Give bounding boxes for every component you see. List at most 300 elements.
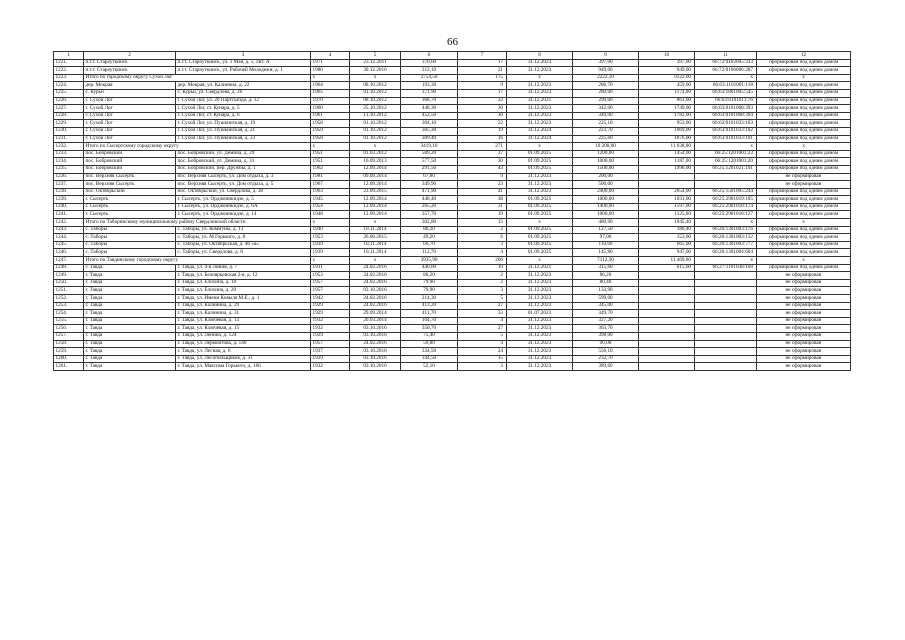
table-cell: сформирован под одним домом	[757, 82, 851, 90]
table-cell: 12.09.2014	[350, 165, 401, 173]
table-cell: 265,20	[401, 203, 458, 211]
table-cell: г. Тавда, ул. Ключевая, д. 13	[176, 317, 311, 325]
table-cell: 31.12.2023	[507, 287, 573, 295]
table-cell: дер. Мокрая	[84, 82, 176, 90]
table-cell: 24.02.2016	[350, 295, 401, 303]
table-cell: 86,20	[573, 272, 639, 280]
table-row	[54, 120, 851, 128]
table-cell	[695, 340, 757, 348]
table-cell: 31.12.2023	[507, 181, 573, 189]
table-cell: г. Тавда	[84, 332, 176, 340]
table-cell: 1251.	[54, 287, 84, 295]
table-cell: г. Сухой Лог, ст. Кунара, д. 6	[176, 112, 311, 120]
table-cell: 31.12.2023	[507, 188, 573, 196]
table-cell: пос. Октябрьский	[84, 188, 176, 196]
table-cell: 32	[458, 97, 507, 105]
table-cell: 104,70	[401, 317, 458, 325]
table-cell: пос. Бобровский	[84, 158, 176, 166]
table-cell: 1971	[311, 59, 350, 67]
table-cell: 363,70	[573, 325, 639, 333]
table-cell: 86,20	[401, 272, 458, 280]
table-cell: 21	[458, 67, 507, 75]
table-cell	[695, 325, 757, 333]
table-cell: 01.09.2025	[507, 241, 573, 249]
table-cell: 09.09.2014	[350, 173, 401, 181]
table-cell: 1224.	[54, 82, 84, 90]
table-cell: г. Тавда	[84, 310, 176, 318]
table-cell: 31.12.2023	[507, 120, 573, 128]
table-cell: x	[350, 74, 401, 82]
table-cell: 03.10.2016	[350, 325, 401, 333]
table-cell: 1958	[311, 135, 350, 143]
table-row	[54, 317, 851, 325]
table-cell: 1937	[311, 348, 350, 356]
table-cell: 599,00	[573, 295, 639, 303]
table-cell: 1236.	[54, 173, 84, 181]
table-row	[54, 249, 851, 257]
table-cell: 01.09.2025	[507, 211, 573, 219]
table-row	[54, 143, 851, 151]
table-cell: г. Тавда	[84, 340, 176, 348]
table-cell	[639, 295, 695, 303]
table-cell: 49,20	[401, 234, 458, 242]
table-cell: 66:63:0101068:393	[695, 105, 757, 113]
table-cell	[695, 173, 757, 181]
table-cell: 66:72:0106006:287	[695, 67, 757, 75]
table-cell: 110,60	[573, 241, 639, 249]
table-cell: сформирован под одним домом	[757, 89, 851, 97]
table-cell: 1965	[311, 89, 350, 97]
table-cell: 349,90	[401, 181, 458, 189]
column-header: 12	[757, 52, 851, 60]
table-cell: не сформирован	[757, 272, 851, 280]
table-cell: г. Тавда, ул. Максима Горького, д. 166	[176, 363, 311, 371]
table-cell: Итого по Таборинскому муниципальному району Свердловской области	[84, 219, 311, 227]
table-row	[54, 67, 851, 75]
table-cell: не сформирован	[757, 363, 851, 371]
table-cell: 31.12.2021	[507, 264, 573, 272]
table-cell: 280,00	[573, 89, 639, 97]
table-cell: 01.09.2025	[507, 150, 573, 158]
table-cell: сформирован под одним домом	[757, 150, 851, 158]
table-cell: сформирован под одним домом	[757, 59, 851, 67]
table-cell: 1500,00	[573, 165, 639, 173]
table-cell: 1200,00	[573, 150, 639, 158]
table-cell: 6	[458, 234, 507, 242]
table-cell: 175	[458, 74, 507, 82]
table-cell: 23.09.2015	[350, 188, 401, 196]
table-cell: г. Сухой Лог	[84, 97, 176, 105]
table-cell: 1962	[311, 165, 350, 173]
table-cell: 22	[458, 120, 507, 128]
table-cell: г. Тавда	[84, 348, 176, 356]
table-row	[54, 181, 851, 189]
table-cell	[639, 181, 695, 189]
table-row	[54, 105, 851, 113]
table-cell: 357,70	[401, 211, 458, 219]
table-cell	[695, 295, 757, 303]
table-cell: 11 469,60	[639, 257, 695, 265]
table-cell: 312,10	[401, 67, 458, 75]
table-cell: сформирован под одним домом	[757, 97, 851, 105]
table-cell: 01.09.2025	[507, 196, 573, 204]
table-cell: 1222.	[54, 67, 84, 75]
table-cell: 08.10.2012	[350, 82, 401, 90]
table-cell: г. Тавда, ул. Калинина, д. 29	[176, 302, 311, 310]
table-cell: 1227.	[54, 105, 84, 113]
table-cell: п.г.т. Староуткинск, ул. Рабочей Молодежи, д. 1	[176, 67, 311, 75]
table-row	[54, 112, 851, 120]
table-cell	[639, 310, 695, 318]
table-cell: 232,70	[573, 355, 639, 363]
table-cell: г. Тавда, ул. Лесная, д. 6	[176, 348, 311, 356]
table-cell: 1932	[311, 325, 350, 333]
table-cell: 66:63:0101033:102	[695, 127, 757, 135]
table-cell: 1261.	[54, 363, 84, 371]
table-cell: г. Тавда	[84, 287, 176, 295]
table-cell: 66:63:0101011:76	[695, 97, 757, 105]
table-cell: 31.12.2023	[507, 272, 573, 280]
table-cell: 17	[458, 89, 507, 97]
table-cell: 03.10.2016	[350, 287, 401, 295]
column-header: 8	[507, 52, 573, 60]
table-cell: 299,00	[573, 97, 639, 105]
table-cell: 286,70	[573, 82, 639, 90]
table-cell: 1963	[311, 188, 350, 196]
table-cell: 1250.	[54, 279, 84, 287]
table-cell: 193,30	[401, 82, 458, 90]
table-cell: 30	[458, 158, 507, 166]
table-cell: 1932	[311, 363, 350, 371]
table-cell: 20.03.2014	[350, 317, 401, 325]
table-cell: 1259.	[54, 348, 84, 356]
table-cell: сформирован под одним домом	[757, 241, 851, 249]
table-cell: г. Сысерть, ул. Орджоникидзе, д. 14	[176, 211, 311, 219]
table-cell: 1000,00	[573, 158, 639, 166]
table-cell: 01.09.2025	[507, 203, 573, 211]
table-cell	[639, 363, 695, 371]
table-cell: 66:63:0101033:103	[695, 120, 757, 128]
table-cell	[639, 355, 695, 363]
table-cell: 1241.	[54, 211, 84, 219]
table-cell: 75,40	[401, 332, 458, 340]
table-cell: 1990,00	[639, 165, 695, 173]
table-cell: 37	[458, 150, 507, 158]
table-cell: 1256.	[54, 325, 84, 333]
table-cell: 31.12.2023	[507, 89, 573, 97]
table-cell: 1953	[311, 272, 350, 280]
table-cell: 29.09.2014	[350, 310, 401, 318]
table-cell: 59,80	[401, 340, 458, 348]
table-cell: 1929	[311, 332, 350, 340]
table-cell: 79,90	[401, 287, 458, 295]
table-cell: 398,00	[573, 332, 639, 340]
table-cell: 2654,00	[639, 188, 695, 196]
register-table-wrapper	[53, 51, 850, 371]
table-cell: 43	[458, 165, 507, 173]
table-cell	[695, 355, 757, 363]
table-cell: 2	[458, 226, 507, 234]
table-cell: 24.02.2016	[350, 264, 401, 272]
table-cell: г. Тавда	[84, 325, 176, 333]
table-cell: 665,00	[639, 241, 695, 249]
table-cell: 66:72:0102005:333	[695, 59, 757, 67]
table-cell	[639, 340, 695, 348]
table-cell	[639, 173, 695, 181]
table-cell: с. Таборы, ул. Октябрьская, д. 46 «а»	[176, 241, 311, 249]
table-row	[54, 219, 851, 227]
table-cell: пос. Бобровский, ул. Демина, д. 29	[176, 150, 311, 158]
table-cell: 33	[458, 310, 507, 318]
table-cell: 389,60	[573, 363, 639, 371]
table-cell: 01.09.2025	[507, 249, 573, 257]
table-cell: г. Сухой Лог	[84, 105, 176, 113]
table-cell: 1242.	[54, 219, 84, 227]
table-cell: 133,90	[573, 287, 639, 295]
table-cell: 448,30	[401, 105, 458, 113]
table-row	[54, 332, 851, 340]
table-cell: 440,00	[401, 264, 458, 272]
table-cell: 1939	[311, 241, 350, 249]
table-cell: x	[757, 74, 851, 82]
table-cell: 31.12.2023	[507, 302, 573, 310]
table-cell: 206	[458, 257, 507, 265]
table-cell: Итого по Тавдинскому городскому округу	[84, 257, 311, 265]
table-cell: 3	[458, 287, 507, 295]
table-cell	[695, 287, 757, 295]
table-cell: 1233.	[54, 150, 84, 158]
table-cell: 9122,00	[639, 74, 695, 82]
table-cell: 31.12.2023	[507, 332, 573, 340]
table-cell: 1782,00	[639, 112, 695, 120]
table-cell: 577,50	[401, 158, 458, 166]
table-cell: 1225.	[54, 89, 84, 97]
table-cell: 12.09.2014	[350, 181, 401, 189]
table-cell: сформирован под одним домом	[757, 112, 851, 120]
table-cell: x	[695, 74, 757, 82]
table-cell: 66:26:1301004:604	[695, 249, 757, 257]
table-cell: 17	[458, 59, 507, 67]
register-table	[53, 51, 851, 371]
table-cell: 23	[458, 181, 507, 189]
table-cell: 225,10	[573, 120, 639, 128]
table-cell: 31.12.2023	[507, 67, 573, 75]
table-cell: 368,70	[401, 97, 458, 105]
table-cell: 12.09.2014	[350, 203, 401, 211]
table-cell: 1239.	[54, 196, 84, 204]
table-cell: 31.12.2023	[507, 173, 573, 181]
table-cell: 153,00	[639, 234, 695, 242]
table-cell: 1000,00	[573, 211, 639, 219]
table-cell: x	[507, 143, 573, 151]
table-cell: 97,00	[573, 234, 639, 242]
table-cell: 1228.	[54, 112, 84, 120]
table-cell: 1243.	[54, 226, 84, 234]
table-cell: г. Тавда, ул. Калинина, д. 31	[176, 310, 311, 318]
table-row	[54, 211, 851, 219]
table-cell	[695, 317, 757, 325]
table-cell: не сформирован	[757, 279, 851, 287]
table-cell: 03.10.2016	[350, 355, 401, 363]
table-cell: п.г.т. Староуткинск	[84, 67, 176, 75]
table-cell: 1967	[311, 181, 350, 189]
table-row	[54, 302, 851, 310]
table-cell: 1931	[311, 264, 350, 272]
table-cell: 1958	[311, 120, 350, 128]
table-cell: п.г.т. Староуткинск, ул. 1 Мая, д. 5, лит. А	[176, 59, 311, 67]
table-row	[54, 241, 851, 249]
table-cell: 31.12.2023	[507, 340, 573, 348]
table-cell: 1957	[311, 340, 350, 348]
table-cell: 953,00	[639, 120, 695, 128]
table-cell: 1258.	[54, 340, 84, 348]
table-cell: 2222,10	[573, 74, 639, 82]
table-cell: 4	[458, 317, 507, 325]
table-cell: 66:25:1201001:23	[695, 150, 757, 158]
table-cell: 2	[458, 272, 507, 280]
column-header: 5	[350, 52, 401, 60]
table-cell: 31.12.2023	[507, 363, 573, 371]
table-cell: 1245.	[54, 241, 84, 249]
table-cell: 1076,00	[639, 135, 695, 143]
table-cell	[639, 272, 695, 280]
table-row	[54, 196, 851, 204]
table-cell: 1223.	[54, 74, 84, 82]
table-cell: с. Таборы	[84, 226, 176, 234]
column-header: 9	[573, 52, 639, 60]
table-cell: сформирован под одним домом	[757, 120, 851, 128]
table-cell: 10.11.2014	[350, 241, 401, 249]
table-cell: г. Тавда	[84, 317, 176, 325]
table-cell: 27	[458, 325, 507, 333]
table-cell: 1942	[311, 295, 350, 303]
table-cell: 1961	[311, 112, 350, 120]
table-cell: 1237.	[54, 181, 84, 189]
table-cell: дер. Мокрая, ул. Калинина, д. 22	[176, 82, 311, 90]
table-cell: 1231.	[54, 135, 84, 143]
table-cell: 145,80	[573, 249, 639, 257]
table-cell: 1248.	[54, 264, 84, 272]
table-cell: 31.12.2023	[507, 317, 573, 325]
table-cell: сформирован под одним домом	[757, 226, 851, 234]
table-row	[54, 150, 851, 158]
table-cell: 24	[458, 348, 507, 356]
table-cell: 31.12.2023	[507, 105, 573, 113]
table-cell: 5	[458, 295, 507, 303]
table-cell: 1948	[311, 211, 350, 219]
table-cell: 471,90	[401, 188, 458, 196]
table-cell: 112,70	[401, 249, 458, 257]
table-row	[54, 165, 851, 173]
table-cell: сформирован под одним домом	[757, 234, 851, 242]
table-cell: 1954	[311, 203, 350, 211]
column-header: 3	[176, 52, 311, 60]
table-cell: г. Сухой Лог, ул. Пушкинская, д. 21	[176, 127, 311, 135]
table-cell	[695, 302, 757, 310]
table-cell: 38	[458, 196, 507, 204]
table-cell: г. Тавда	[84, 272, 176, 280]
table-cell: не сформирован	[757, 181, 851, 189]
table-cell: 947,00	[639, 249, 695, 257]
table-cell: 31.12.2023	[507, 295, 573, 303]
table-cell: г. Тавда, ул. Лермонтова, д. 140	[176, 340, 311, 348]
table-cell	[695, 363, 757, 371]
table-cell: x	[507, 257, 573, 265]
table-cell: сформирован под одним домом	[757, 135, 851, 143]
table-row	[54, 279, 851, 287]
table-cell	[639, 317, 695, 325]
table-cell: 2754,50	[401, 74, 458, 82]
table-cell: не сформирован	[757, 355, 851, 363]
table-cell: сформирован под одним домом	[757, 264, 851, 272]
table-cell: 1970	[311, 97, 350, 105]
table-cell: 1246.	[54, 249, 84, 257]
table-cell: 334,50	[401, 348, 458, 356]
table-cell: г. Тавда, ул. Ленина, д. 124	[176, 332, 311, 340]
table-cell	[695, 181, 757, 189]
table-cell: 1932	[311, 317, 350, 325]
table-cell	[639, 332, 695, 340]
table-cell: г. Тавда, ул. Белоярковская 2-я, д. 12	[176, 272, 311, 280]
table-cell: пос. Бобровский	[84, 165, 176, 173]
table-cell: 411,70	[401, 310, 458, 318]
table-cell: 16.09.2013	[350, 158, 401, 166]
table-cell: 66:26:1301003:132	[695, 234, 757, 242]
table-cell: 24.02.2016	[350, 302, 401, 310]
table-cell: с. Курьи	[84, 89, 176, 97]
table-cell: 1253.	[54, 302, 84, 310]
table-cell: п.г.т. Староуткинск	[84, 59, 176, 67]
table-cell: 31.12.2021	[507, 97, 573, 105]
table-cell: 1929	[311, 310, 350, 318]
table-cell: г. Сухой Лог	[84, 127, 176, 135]
table-cell: 03.10.2016	[350, 332, 401, 340]
table-cell: 01.09.2025	[507, 165, 573, 173]
table-cell: 41	[458, 188, 507, 196]
table-cell: 1255.	[54, 317, 84, 325]
table-cell: г. Сухой Лог	[84, 120, 176, 128]
column-header: 7	[458, 52, 507, 60]
table-cell: 03.10.2016	[350, 363, 401, 371]
table-cell: 80,40	[573, 279, 639, 287]
table-cell: 1957	[311, 279, 350, 287]
table-cell: 08.10.2012	[350, 97, 401, 105]
table-row	[54, 127, 851, 135]
table-cell: 1244.	[54, 234, 84, 242]
table-cell: 15	[458, 219, 507, 227]
table-cell: 1400,00	[573, 203, 639, 211]
table-cell	[695, 279, 757, 287]
column-header: 11	[695, 52, 757, 60]
table-cell: 1174,00	[639, 89, 695, 97]
table-cell: 66:63:0101068:394	[695, 112, 757, 120]
table-row	[54, 355, 851, 363]
table-cell: 371,90	[401, 89, 458, 97]
table-cell: 3935,90	[401, 257, 458, 265]
table-cell: 4	[458, 249, 507, 257]
table-cell: x	[757, 257, 851, 265]
column-header: 4	[311, 52, 350, 60]
table-cell: 66:26:1301003:777	[695, 241, 757, 249]
table-cell: 309,40	[401, 135, 458, 143]
table-cell: 1951	[311, 158, 350, 166]
table-cell: не сформирован	[757, 340, 851, 348]
table-cell: 1929	[311, 302, 350, 310]
table-cell: 1226.	[54, 97, 84, 105]
table-cell: с. Таборы	[84, 249, 176, 257]
table-cell: 01.07.2023	[507, 310, 573, 318]
table-cell: 127,50	[573, 226, 639, 234]
